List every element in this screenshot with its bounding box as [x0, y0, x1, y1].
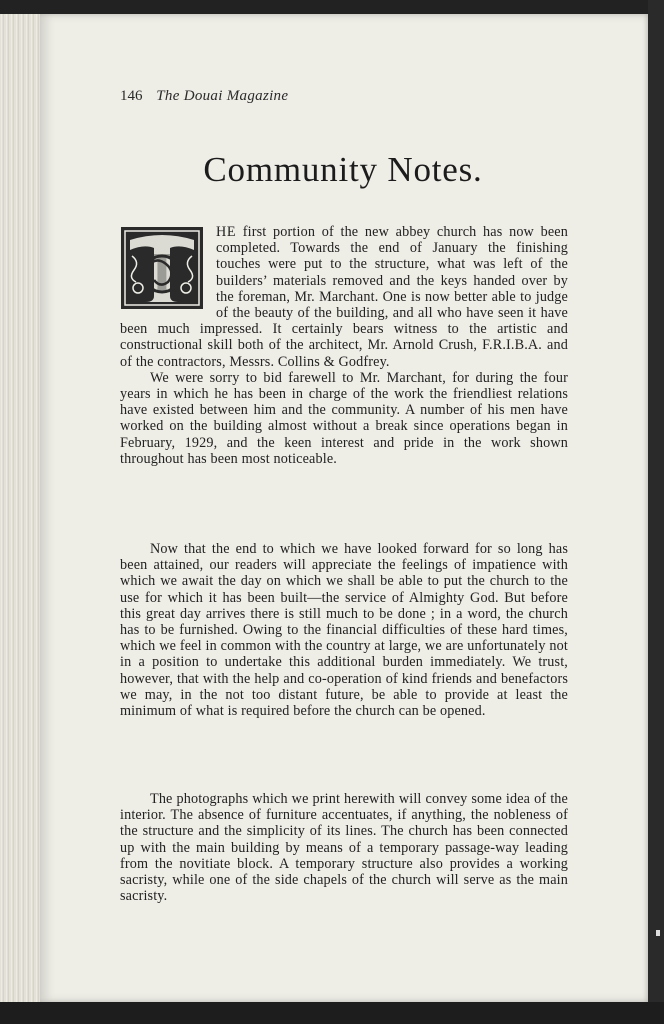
paragraph-3-text: Now that the end to which we have looked forward for so long has been attained, our readers will appreciate the feelings of impatience with which we await the day on which we shall be able to put the church to the use for which it has been built—the service of Almighty God. But before this great day arrives there is still much to be done ; in a word, the church has to be furnished. Owing to the financial difficulties of these hard times, which we feel in common with the country at large, we are unfortunately not in a position to undertake this additional burden immediately. We trust, however, that with the help and co-operation of kind friends and benefactors we may, in the not too distant future, be able to provide at least the minimum of what is required before the church can be opened.	[120, 541, 568, 720]
article-title: Community Notes.	[203, 150, 483, 189]
magazine-title: The Douai Magazine	[156, 88, 289, 104]
running-head	[120, 88, 288, 105]
page-number: 146	[120, 88, 143, 104]
paragraph-2: We were sorry to bid farewell to Mr. Marchant, for during the four years in which he has been in charge of the work the friendliest relations have existed between him and the community. A number of his men have worked on the building almost without a break since operations began in February, 1929, and the keen interest and pride in the work shown throughout has been most noticeable.	[120, 369, 568, 467]
paragraph-3	[120, 541, 568, 719]
paragraph-1	[120, 224, 568, 467]
ornate-initial-icon	[120, 226, 204, 310]
paragraph-4	[120, 791, 568, 904]
book-edge-bottom	[0, 1002, 664, 1024]
book-edge-top	[0, 0, 664, 14]
first-word-rest: HE	[216, 224, 237, 240]
drop-cap-letter: T	[142, 240, 182, 305]
edge-mark	[656, 930, 660, 936]
background-strip	[648, 0, 664, 1024]
drop-cap-ornament	[120, 226, 204, 310]
paragraph-4-text: The photographs which we print herewith will convey some idea of the interior. The absence of furniture accentuates, if anything, the nobleness of the structure and the simplicity of its lines. The church has been connected up with the main building by means of a temporary passage-way leading from the novitiate block. A temporary structure also provides a working sacristy, while one of the side chapels of the church will serve as the main sacristy.	[120, 791, 568, 905]
paragraph-1-text: first portion of the new abbey church has now been completed. Towards the end of January the finishing touches were put to the structure, what was left of the builders’ materials removed and the keys handed over by the foreman, Mr. Marchant. One is now better able to judge of the beauty of the building, and all who have seen it have been much impressed. It certainly bears witness to the artistic and constructional skill both of the architect, Mr. Arnold Crush, F.R.I.B.A. and of the contractors, Messrs. Collins & Godfrey.	[120, 224, 568, 370]
